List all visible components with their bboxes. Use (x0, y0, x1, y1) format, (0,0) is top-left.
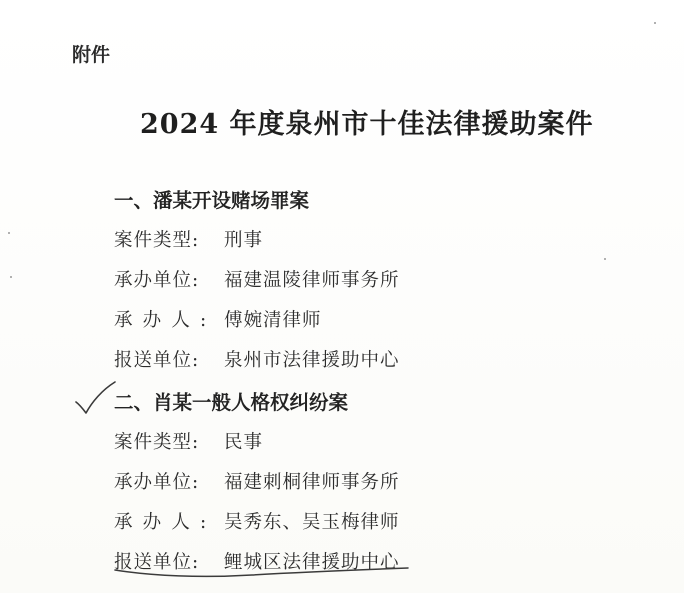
attachment-label: 附件 (72, 44, 111, 66)
submitting-unit-label: 报送单位: (114, 350, 200, 371)
scan-speck (604, 258, 606, 260)
handling-unit-row (114, 470, 400, 496)
case-type-label: 案件类型: (114, 432, 200, 453)
document-title: 2024 年度泉州市十佳法律援助案件 (140, 109, 594, 140)
handling-unit-row (114, 268, 400, 294)
case-type-value: 刑事 (224, 230, 264, 251)
submitting-unit-row (114, 348, 400, 374)
scan-speck (8, 232, 10, 234)
case-type-value: 民事 (224, 432, 264, 453)
case-type-label: 案件类型: (114, 230, 200, 251)
case-entry-2 (114, 390, 400, 576)
handling-unit-value: 福建刺桐律师事务所 (224, 472, 400, 493)
case-heading: 一、潘某开设赌场罪案 (114, 189, 310, 212)
case-heading: 二、肖某一般人格权纠纷案 (114, 391, 349, 414)
handler-label: 承办人: (114, 512, 217, 533)
submitting-unit-value: 泉州市法律援助中心 (224, 350, 400, 371)
handling-unit-value: 福建温陵律师事务所 (224, 270, 400, 291)
scan-speck (10, 276, 12, 278)
submitting-unit-label: 报送单位: (114, 552, 200, 573)
handwritten-checkmark-icon (74, 380, 118, 416)
case-type-row (114, 430, 400, 456)
handler-row (114, 510, 400, 536)
case-type-row (114, 228, 400, 254)
handler-value: 傅婉清律师 (224, 310, 322, 331)
scan-speck (654, 22, 656, 24)
handling-unit-label: 承办单位: (114, 270, 200, 291)
handwritten-underline-icon (112, 560, 412, 582)
handler-value: 吴秀东、吴玉梅律师 (224, 512, 400, 533)
handling-unit-label: 承办单位: (114, 472, 200, 493)
cut-off-text-line (120, 586, 400, 593)
handler-row (114, 308, 400, 334)
case-entry-1 (114, 188, 400, 374)
submitting-unit-value: 鲤城区法律援助中心 (224, 552, 400, 573)
handler-label: 承办人: (114, 310, 217, 331)
